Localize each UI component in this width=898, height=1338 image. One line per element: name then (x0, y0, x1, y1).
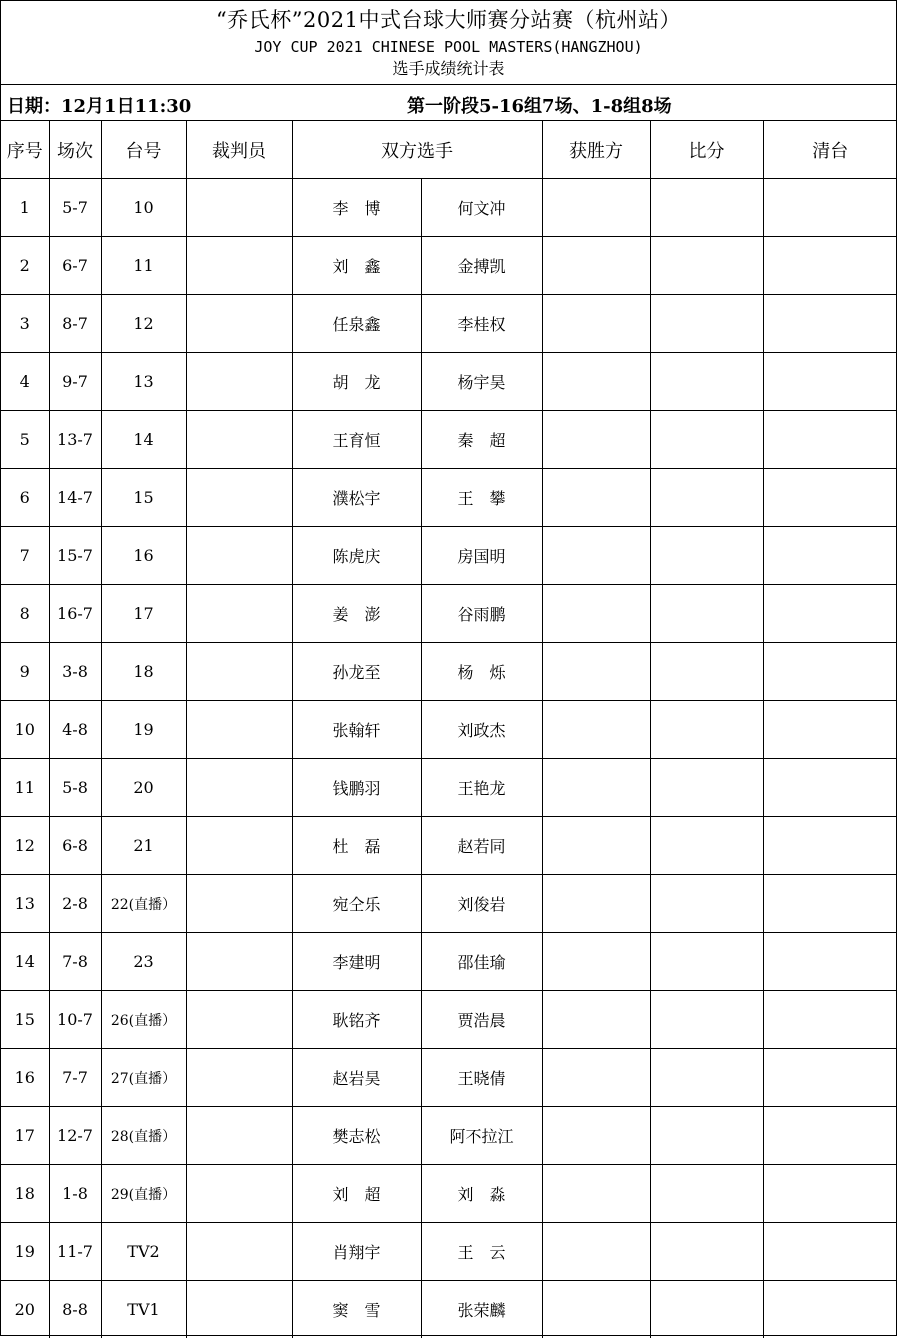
row-seq: 17 (1, 1107, 49, 1165)
row-referee (186, 875, 292, 933)
row-player-2: 谷雨鹏 (421, 585, 542, 643)
row-clear (763, 295, 897, 353)
row-match: 10-7 (49, 991, 101, 1049)
row-seq: 10 (1, 701, 49, 759)
row-match: 7-7 (49, 1049, 101, 1107)
row-player-2: 张荣麟 (421, 1281, 542, 1338)
row-match: 5-7 (49, 179, 101, 237)
row-referee (186, 1049, 292, 1107)
header-table: 台号 (101, 121, 186, 179)
row-seq: 20 (1, 1281, 49, 1338)
row-clear (763, 875, 897, 933)
row-player-2: 王 云 (421, 1223, 542, 1281)
row-score (650, 237, 763, 295)
header-winner: 获胜方 (542, 121, 650, 179)
row-seq: 13 (1, 875, 49, 933)
row-winner (542, 237, 650, 295)
table-row (1, 1107, 897, 1165)
row-table: TV1 (101, 1281, 186, 1338)
header-players: 双方选手 (292, 121, 542, 179)
row-seq: 8 (1, 585, 49, 643)
row-table: 12 (101, 295, 186, 353)
title-chinese: “乔氏杯”2021中式台球大师赛分站赛（杭州站） (1, 1, 896, 33)
row-referee (186, 817, 292, 875)
row-referee (186, 1165, 292, 1223)
table-row (1, 933, 897, 991)
row-player-1: 刘 鑫 (292, 237, 421, 295)
row-referee (186, 295, 292, 353)
row-winner (542, 469, 650, 527)
row-match: 8-8 (49, 1281, 101, 1338)
table-row (1, 875, 897, 933)
row-winner (542, 1049, 650, 1107)
row-player-1: 樊志松 (292, 1107, 421, 1165)
row-match: 14-7 (49, 469, 101, 527)
row-score (650, 933, 763, 991)
row-player-1: 肖翔宇 (292, 1223, 421, 1281)
table-row (1, 411, 897, 469)
row-table: 29(直播） (101, 1165, 186, 1223)
stage-label: 第一阶段5-16组7场、1-8组8场 (407, 92, 672, 118)
row-player-1: 李建明 (292, 933, 421, 991)
table-row (1, 237, 897, 295)
results-table (1, 121, 897, 1338)
row-seq: 7 (1, 527, 49, 585)
row-winner (542, 643, 650, 701)
row-player-1: 孙龙至 (292, 643, 421, 701)
row-clear (763, 701, 897, 759)
title-block (1, 1, 896, 85)
row-clear (763, 643, 897, 701)
row-winner (542, 179, 650, 237)
row-referee (186, 353, 292, 411)
row-player-1: 陈虎庆 (292, 527, 421, 585)
row-table: 16 (101, 527, 186, 585)
row-table: 18 (101, 643, 186, 701)
row-score (650, 643, 763, 701)
row-player-1: 姜 澎 (292, 585, 421, 643)
row-winner (542, 585, 650, 643)
row-winner (542, 411, 650, 469)
row-player-1: 赵岩昊 (292, 1049, 421, 1107)
row-clear (763, 469, 897, 527)
row-clear (763, 759, 897, 817)
row-player-1: 张翰轩 (292, 701, 421, 759)
row-referee (186, 933, 292, 991)
row-player-2: 杨 烁 (421, 643, 542, 701)
header-match: 场次 (49, 121, 101, 179)
row-player-2: 邵佳瑜 (421, 933, 542, 991)
row-clear (763, 1281, 897, 1338)
row-player-1: 李 博 (292, 179, 421, 237)
row-score (650, 527, 763, 585)
row-score (650, 411, 763, 469)
row-winner (542, 353, 650, 411)
row-seq: 3 (1, 295, 49, 353)
row-player-1: 钱鹏羽 (292, 759, 421, 817)
row-seq: 2 (1, 237, 49, 295)
row-winner (542, 991, 650, 1049)
table-row (1, 179, 897, 237)
row-clear (763, 817, 897, 875)
row-seq: 19 (1, 1223, 49, 1281)
row-seq: 11 (1, 759, 49, 817)
row-referee (186, 701, 292, 759)
row-table: 28(直播） (101, 1107, 186, 1165)
row-table: 11 (101, 237, 186, 295)
row-clear (763, 991, 897, 1049)
table-row (1, 701, 897, 759)
header-score: 比分 (650, 121, 763, 179)
row-player-2: 王 攀 (421, 469, 542, 527)
row-player-1: 宛仝乐 (292, 875, 421, 933)
row-player-1: 杜 磊 (292, 817, 421, 875)
row-player-2: 秦 超 (421, 411, 542, 469)
table-row (1, 759, 897, 817)
date-label: 日期：12月1日11:30 (7, 92, 191, 118)
row-winner (542, 1223, 650, 1281)
header-referee: 裁判员 (186, 121, 292, 179)
row-player-2: 王晓倩 (421, 1049, 542, 1107)
row-referee (186, 237, 292, 295)
table-row (1, 643, 897, 701)
row-winner (542, 875, 650, 933)
row-referee (186, 527, 292, 585)
row-score (650, 875, 763, 933)
row-player-2: 赵若同 (421, 817, 542, 875)
row-table: 19 (101, 701, 186, 759)
row-score (650, 991, 763, 1049)
row-referee (186, 1107, 292, 1165)
row-player-1: 王育恒 (292, 411, 421, 469)
row-player-1: 胡 龙 (292, 353, 421, 411)
table-row (1, 1049, 897, 1107)
row-seq: 5 (1, 411, 49, 469)
header-row (1, 121, 897, 179)
row-player-2: 房国明 (421, 527, 542, 585)
row-referee (186, 759, 292, 817)
row-seq: 9 (1, 643, 49, 701)
row-winner (542, 295, 650, 353)
row-seq: 12 (1, 817, 49, 875)
row-winner (542, 527, 650, 585)
row-table: 17 (101, 585, 186, 643)
table-row (1, 1165, 897, 1223)
row-winner (542, 933, 650, 991)
row-match: 3-8 (49, 643, 101, 701)
row-match: 12-7 (49, 1107, 101, 1165)
row-player-2: 刘政杰 (421, 701, 542, 759)
row-table: 13 (101, 353, 186, 411)
row-match: 16-7 (49, 585, 101, 643)
row-player-1: 耿铭齐 (292, 991, 421, 1049)
row-winner (542, 701, 650, 759)
row-match: 7-8 (49, 933, 101, 991)
row-match: 1-8 (49, 1165, 101, 1223)
row-player-2: 王艳龙 (421, 759, 542, 817)
table-row (1, 295, 897, 353)
row-table: 23 (101, 933, 186, 991)
row-match: 8-7 (49, 295, 101, 353)
table-row (1, 1223, 897, 1281)
row-seq: 6 (1, 469, 49, 527)
row-match: 13-7 (49, 411, 101, 469)
row-player-1: 窦 雪 (292, 1281, 421, 1338)
row-clear (763, 1165, 897, 1223)
row-player-1: 濮松宇 (292, 469, 421, 527)
row-table: 20 (101, 759, 186, 817)
row-winner (542, 1281, 650, 1338)
row-match: 9-7 (49, 353, 101, 411)
row-table: 26(直播） (101, 991, 186, 1049)
row-seq: 4 (1, 353, 49, 411)
row-table: 15 (101, 469, 186, 527)
row-winner (542, 759, 650, 817)
row-referee (186, 469, 292, 527)
row-player-2: 刘俊岩 (421, 875, 542, 933)
row-clear (763, 1223, 897, 1281)
title-english: JOY CUP 2021 CHINESE POOL MASTERS(HANGZHOU) (1, 37, 896, 57)
row-referee (186, 991, 292, 1049)
row-clear (763, 1107, 897, 1165)
row-winner (542, 1165, 650, 1223)
row-score (650, 701, 763, 759)
row-clear (763, 179, 897, 237)
row-table: 14 (101, 411, 186, 469)
row-referee (186, 411, 292, 469)
row-score (650, 469, 763, 527)
info-row (1, 85, 896, 121)
row-match: 4-8 (49, 701, 101, 759)
row-seq: 1 (1, 179, 49, 237)
row-player-1: 任泉鑫 (292, 295, 421, 353)
row-seq: 14 (1, 933, 49, 991)
row-match: 6-8 (49, 817, 101, 875)
row-table: 21 (101, 817, 186, 875)
table-row (1, 991, 897, 1049)
row-player-1: 刘 超 (292, 1165, 421, 1223)
sheet-subtitle: 选手成绩统计表 (1, 59, 896, 79)
row-player-2: 刘 淼 (421, 1165, 542, 1223)
row-score (650, 1165, 763, 1223)
row-seq: 15 (1, 991, 49, 1049)
row-score (650, 353, 763, 411)
row-player-2: 阿不拉江 (421, 1107, 542, 1165)
table-row (1, 817, 897, 875)
row-score (650, 179, 763, 237)
row-player-2: 贾浩晨 (421, 991, 542, 1049)
row-player-2: 李桂权 (421, 295, 542, 353)
row-referee (186, 643, 292, 701)
row-score (650, 1223, 763, 1281)
row-score (650, 585, 763, 643)
row-player-2: 杨宇昊 (421, 353, 542, 411)
row-seq: 16 (1, 1049, 49, 1107)
row-table: 22(直播） (101, 875, 186, 933)
row-table: 27(直播） (101, 1049, 186, 1107)
row-seq: 18 (1, 1165, 49, 1223)
row-referee (186, 1281, 292, 1338)
row-winner (542, 817, 650, 875)
row-player-2: 金搏凯 (421, 237, 542, 295)
row-table: TV2 (101, 1223, 186, 1281)
row-clear (763, 933, 897, 991)
row-match: 15-7 (49, 527, 101, 585)
row-referee (186, 179, 292, 237)
row-player-2: 何文冲 (421, 179, 542, 237)
row-referee (186, 1223, 292, 1281)
row-winner (542, 1107, 650, 1165)
table-row (1, 469, 897, 527)
row-match: 6-7 (49, 237, 101, 295)
header-clear: 清台 (763, 121, 897, 179)
table-row (1, 527, 897, 585)
row-clear (763, 1049, 897, 1107)
row-clear (763, 585, 897, 643)
row-clear (763, 411, 897, 469)
header-seq: 序号 (1, 121, 49, 179)
row-score (650, 817, 763, 875)
row-score (650, 1107, 763, 1165)
row-score (650, 759, 763, 817)
row-match: 5-8 (49, 759, 101, 817)
row-clear (763, 353, 897, 411)
row-referee (186, 585, 292, 643)
row-match: 2-8 (49, 875, 101, 933)
table-row (1, 353, 897, 411)
row-score (650, 1049, 763, 1107)
table-body (1, 179, 897, 1338)
table-row (1, 1281, 897, 1338)
row-clear (763, 527, 897, 585)
row-clear (763, 237, 897, 295)
row-score (650, 1281, 763, 1338)
row-table: 10 (101, 179, 186, 237)
row-match: 11-7 (49, 1223, 101, 1281)
table-row (1, 585, 897, 643)
row-score (650, 295, 763, 353)
